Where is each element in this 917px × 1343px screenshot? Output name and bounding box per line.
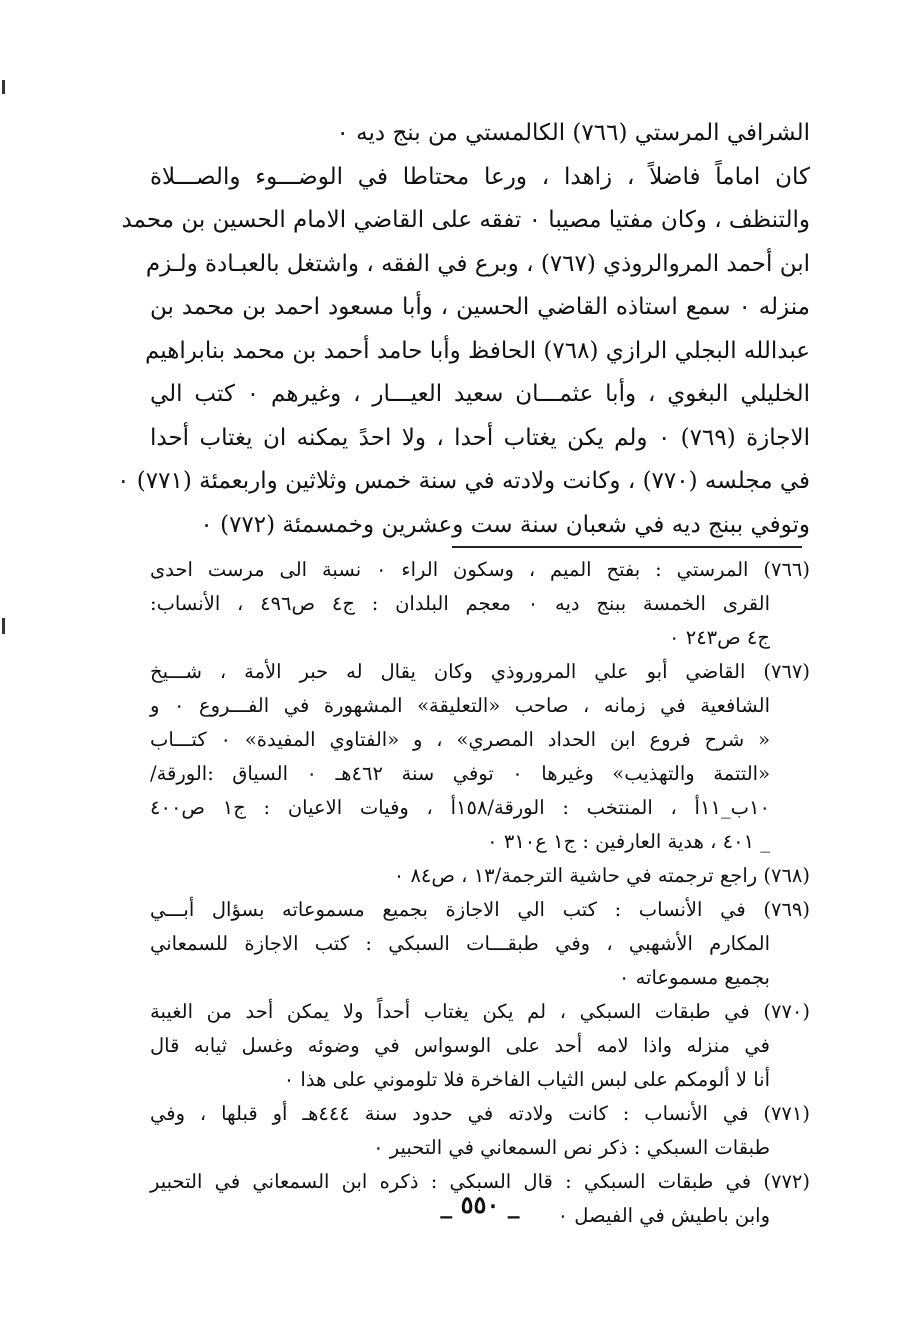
scan-edge-mark (2, 80, 5, 94)
footnote-line: وابن باطيش في الفيصل ٠ (557, 1204, 770, 1227)
body-line: عبدالله البجلي الرازي (٧٦٨) الحافظ وأبا حامد أحمد بن محمد بنابراهيم (145, 337, 810, 364)
footnote-line: (٧٧٢) في طبقات السبكي : قال السبكي : ذكره ابن السمعاني في التحبير (150, 1170, 810, 1193)
footnote-line: في منزله واذا لامه أحد على الوسواس في وضوئه وغسل ثيابه قال (150, 1034, 770, 1057)
body-line: وتوفي ببنج ديه في شعبان سنة ست وعشرين وخمسمئة (٧٧٢) ٠ (200, 511, 810, 538)
footnote-line: أنا لا ألومكم على لبس الثياب الفاخرة فلا تلوموني على هذا ٠ (283, 1068, 770, 1091)
footnote-line: طبقات السبكي : ذكر نص السمعاني في التحبير ٠ (373, 1136, 770, 1159)
footnote-line: (٧٦٨) راجع ترجمته في حاشية الترجمة/١٣ ، ص٨٤ ٠ (393, 864, 810, 887)
footnote-line: ج٤ ص٢٤٣ ٠ (669, 626, 770, 649)
page-number: _ ٥٥٠ _ (440, 1190, 520, 1219)
footnote-line: القرى الخمسة ببنج ديه ٠ معجم البلدان : ج٤ ص٤٩٦ ، الأنساب: (150, 592, 771, 615)
footnote-line: (٧٧١) في الأنساب : كانت ولادته في حدود سنة ٤٤٤هـ أو قبلها ، وفي (150, 1102, 810, 1125)
footnote-line: بجميع مسموعاته ٠ (618, 966, 770, 989)
footnote-line: (٧٦٦) المرستي : بفتح الميم ، وسكون الراء ٠ نسبة الى مرست احدى (150, 558, 810, 581)
footnote-line: (٧٦٩) في الأنساب : كتب الي الاجازة بجميع مسموعاته بسؤال أبـــي (150, 898, 810, 921)
footnote-line: « شرح فروع ابن الحداد المصري» ، و «الفتاوي المفيدة» ٠ كتـــاب (150, 728, 770, 751)
footnote-line: ١٠ب_١١أ ، المنتخب : الورقة/١٥٨أ ، وفيات الاعيان : ج١ ص٤٠٠ (150, 796, 770, 819)
footnote-separator (452, 546, 802, 548)
main-text (117, 112, 811, 547)
body-line: والتنظف ، وكان مفتيا مصيبا ٠ تفقه على القاضي الامام الحسين بن محمد (121, 207, 810, 233)
footnote-line: «التتمة والتهذيب» وغيرها ٠ توفي سنة ٤٦٢هـ ٠ السياق :الورقة/ (150, 762, 771, 785)
footnotes (150, 553, 810, 1233)
body-line: منزله ٠ سمع استاذه القاضي الحسين ، وأبا مسعود احمد بن محمد بن (150, 294, 810, 320)
footnote-line: المكارم الأشهبي ، وفي طبقـــات السبكي : كتب الاجازة للسمعاني (150, 932, 770, 955)
body-line: الخليلي البغوي ، وأبا عثمـــان سعيد العيـــار ، وغيرهم ٠ كتب الي (150, 381, 811, 407)
footnote-line: (٧٦٧) القاضي أبو علي المروروذي وكان يقال له حبر الأمة ، شـــيخ (150, 660, 810, 683)
body-line: ابن أحمد المروالروذي (٧٦٧) ، وبرع في الفقه ، واشتغل بالعبـادة ولـزم (145, 250, 810, 277)
body-line: الشرافي المرستي (٧٦٦) الكالمستي من بنج ديه ٠ (336, 120, 810, 146)
body-line: كان اماماً فاضلاً ، زاهدا ، ورعا محتاطا في الوضـــوء والصـــلاة (150, 163, 810, 190)
scan-edge-mark (2, 618, 5, 634)
footnote-line: (٧٧٠) في طبقات السبكي ، لم يكن يغتاب أحداً ولا يمكن أحد من الغيبة (150, 1000, 810, 1023)
footnote-line: _ ٤٠١ ، هدية العارفين : ج١ ع٣١٠ ٠ (487, 830, 770, 853)
body-line: في مجلسه (٧٧٠) ، وكانت ولادته في سنة خمس وثلاثين واربعمئة (٧٧١) ٠ (117, 468, 810, 494)
body-line: الاجازة (٧٦٩) ٠ ولم يكن يغتاب أحدا ، ولا احدً يمكنه ان يغتاب أحدا (150, 424, 810, 451)
footnote-line: الشافعية في زمانه ، صاحب «التعليقة» المشهورة في الفـــروع ٠ و (150, 694, 770, 717)
